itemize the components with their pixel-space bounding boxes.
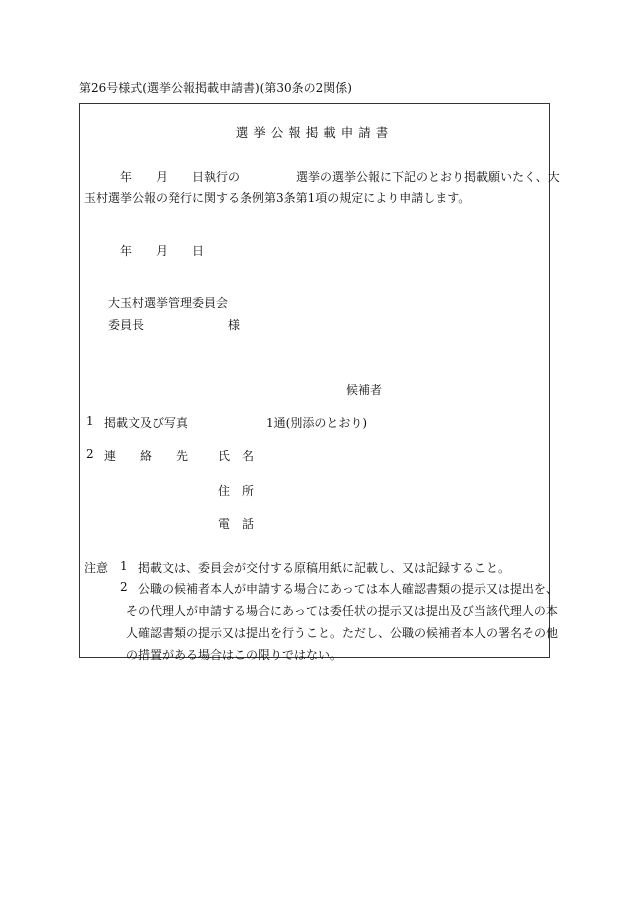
- note2-line3: 人確認書類の提示又は提出を行うこと。ただし、公職の候補者本人の署名その他: [126, 626, 559, 640]
- note1-text: 掲載文は、委員会が交付する原稿用紙に記載し、又は記録すること。: [138, 561, 511, 575]
- phone-field-label: 電 話: [218, 517, 255, 531]
- note2-number: 2: [120, 580, 128, 594]
- election-year-label: 年: [120, 170, 133, 184]
- election-month-label: 月: [156, 170, 169, 184]
- item2-label-char3: 先: [176, 449, 189, 463]
- address-field-label: 住 所: [218, 484, 255, 498]
- note2-line4: の措置がある場合はこの限りではない。: [126, 648, 343, 662]
- candidate-label: 候補者: [346, 383, 383, 397]
- item2-label-char1: 連: [104, 449, 117, 463]
- item2-label-char2: 絡: [140, 449, 153, 463]
- request-text-line2: 玉村選挙公報の発行に関する条例第3条第1項の規定により申請します。: [84, 191, 471, 205]
- notes-prefix: 注意: [84, 561, 109, 575]
- item1-value: 1通(別添のとおり): [266, 416, 367, 430]
- note2-line2: その代理人が申請する場合にあっては委任状の提示又は提出及び当該代理人の本: [126, 604, 558, 618]
- item2-number: 2: [86, 447, 94, 461]
- committee-chair-label: 委員長: [108, 318, 145, 332]
- item1-label: 掲載文及び写真: [104, 416, 189, 430]
- item1-number: 1: [86, 414, 94, 428]
- request-text-line1: 選挙の選挙公報に下記のとおり掲載願いたく、大: [296, 170, 560, 184]
- application-month-label: 月: [156, 244, 169, 258]
- note2-line1: 公職の候補者本人が申請する場合にあっては本人確認書類の提示又は提出を、: [138, 582, 558, 596]
- committee-name: 大玉村選挙管理委員会: [108, 296, 229, 310]
- election-day-label: 日執行の: [192, 170, 241, 184]
- note1-number: 1: [120, 559, 128, 573]
- application-day-label: 日: [192, 244, 205, 258]
- name-field-label: 氏 名: [218, 449, 255, 463]
- honorific-label: 様: [228, 318, 241, 332]
- form-number: 第26号様式(選挙公報掲載申請書)(第30条の2関係): [79, 81, 352, 95]
- form-title: 選挙公報掲載申請書: [235, 125, 394, 140]
- application-year-label: 年: [120, 244, 133, 258]
- application-form: [79, 103, 560, 662]
